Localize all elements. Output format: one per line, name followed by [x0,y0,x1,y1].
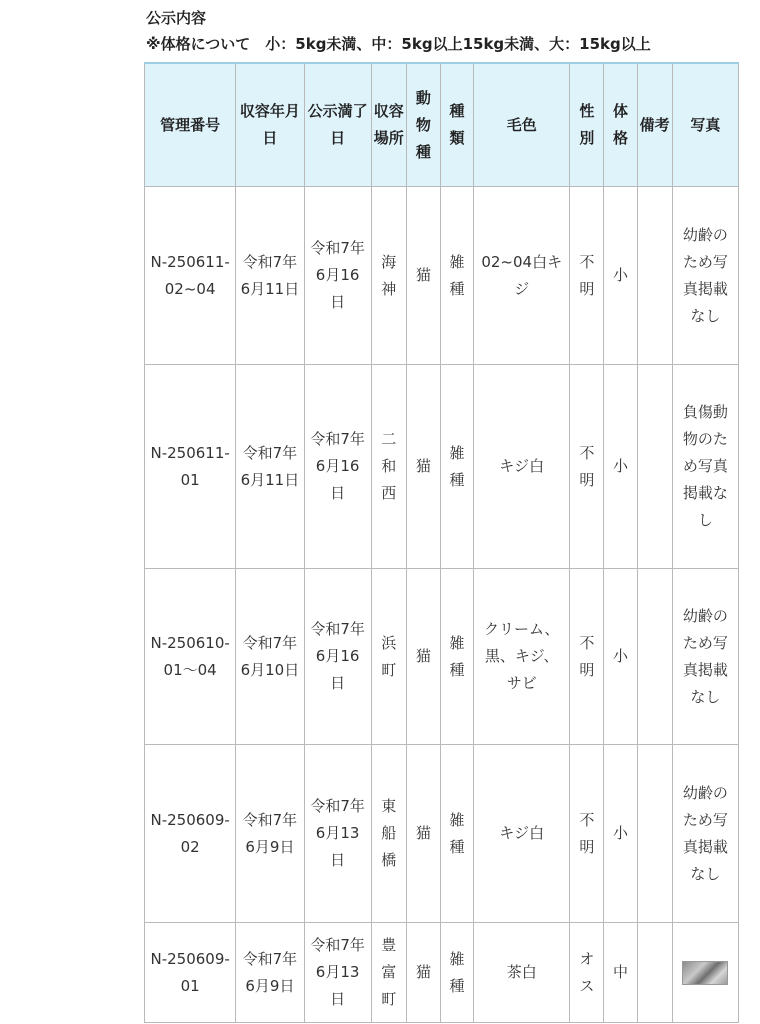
cell-size: 中 [604,923,637,1023]
header-photo: 写真 [672,63,738,187]
cell-location: 二和西 [371,365,406,569]
cell-id: N-250609-02 [145,745,236,923]
cell-id: N-250611-01 [145,365,236,569]
cell-photo: 幼齢のため写真掲載なし [672,569,738,745]
section-heading: 公示内容 [146,9,207,27]
table-row [145,187,739,365]
cell-sex: 不明 [570,569,604,745]
cell-color: キジ白 [474,745,570,923]
cell-remarks [637,569,672,745]
cell-location: 海神 [371,187,406,365]
cell-notice-end: 令和7年6月13日 [304,923,371,1023]
cell-remarks [637,745,672,923]
cell-color: クリーム、黒、キジ、サビ [474,569,570,745]
cell-sex: オス [570,923,604,1023]
cell-sex: 不明 [570,745,604,923]
animal-photo-thumbnail[interactable] [682,961,728,985]
cell-size: 小 [604,569,637,745]
cell-kind: 雑種 [440,365,473,569]
cell-remarks [637,187,672,365]
table-row [145,745,739,923]
cell-location: 浜町 [371,569,406,745]
cell-photo: 幼齢のため写真掲載なし [672,187,738,365]
header-kind: 種類 [440,63,473,187]
cell-id: N-250611-02~04 [145,187,236,365]
cell-remarks [637,923,672,1023]
cell-intake-date: 令和7年6月9日 [236,923,304,1023]
cell-animal: 猫 [406,365,440,569]
table-row [145,569,739,745]
cell-location: 東船橋 [371,745,406,923]
header-remarks: 備考 [637,63,672,187]
cell-color: 02~04白キジ [474,187,570,365]
table-row [145,923,739,1023]
table-row [145,365,739,569]
header-sex: 性別 [570,63,604,187]
size-note: ※体格について 小：5kg未満、中：5kg以上15kg未満、大：15kg以上 [146,35,651,53]
cell-intake-date: 令和7年6月9日 [236,745,304,923]
cell-size: 小 [604,745,637,923]
header-notice-end: 公示満了日 [304,63,371,187]
cell-kind: 雑種 [440,569,473,745]
cell-notice-end: 令和7年6月16日 [304,187,371,365]
cell-intake-date: 令和7年6月11日 [236,187,304,365]
cell-id: N-250610-01～04 [145,569,236,745]
cell-photo: 負傷動物のため写真掲載なし [672,365,738,569]
cell-animal: 猫 [406,187,440,365]
cell-location: 豊富町 [371,923,406,1023]
header-intake-date: 収容年月日 [236,63,304,187]
header-size: 体格 [604,63,637,187]
cell-photo: 幼齢のため写真掲載なし [672,745,738,923]
cell-photo[interactable] [672,923,738,1023]
cell-notice-end: 令和7年6月16日 [304,569,371,745]
cell-sex: 不明 [570,365,604,569]
cell-intake-date: 令和7年6月10日 [236,569,304,745]
cell-size: 小 [604,187,637,365]
cell-animal: 猫 [406,923,440,1023]
cell-kind: 雑種 [440,923,473,1023]
cell-animal: 猫 [406,569,440,745]
cell-color: 茶白 [474,923,570,1023]
cell-size: 小 [604,365,637,569]
table-header-row [145,63,739,187]
cell-notice-end: 令和7年6月13日 [304,745,371,923]
header-id: 管理番号 [145,63,236,187]
cell-id: N-250609-01 [145,923,236,1023]
cell-sex: 不明 [570,187,604,365]
cell-notice-end: 令和7年6月16日 [304,365,371,569]
cell-kind: 雑種 [440,187,473,365]
header-location: 収容場所 [371,63,406,187]
cell-color: キジ白 [474,365,570,569]
cell-remarks [637,365,672,569]
cell-intake-date: 令和7年6月11日 [236,365,304,569]
cell-kind: 雑種 [440,745,473,923]
cell-animal: 猫 [406,745,440,923]
header-animal: 動物種 [406,63,440,187]
animal-listing-table [144,62,739,1023]
header-color: 毛色 [474,63,570,187]
